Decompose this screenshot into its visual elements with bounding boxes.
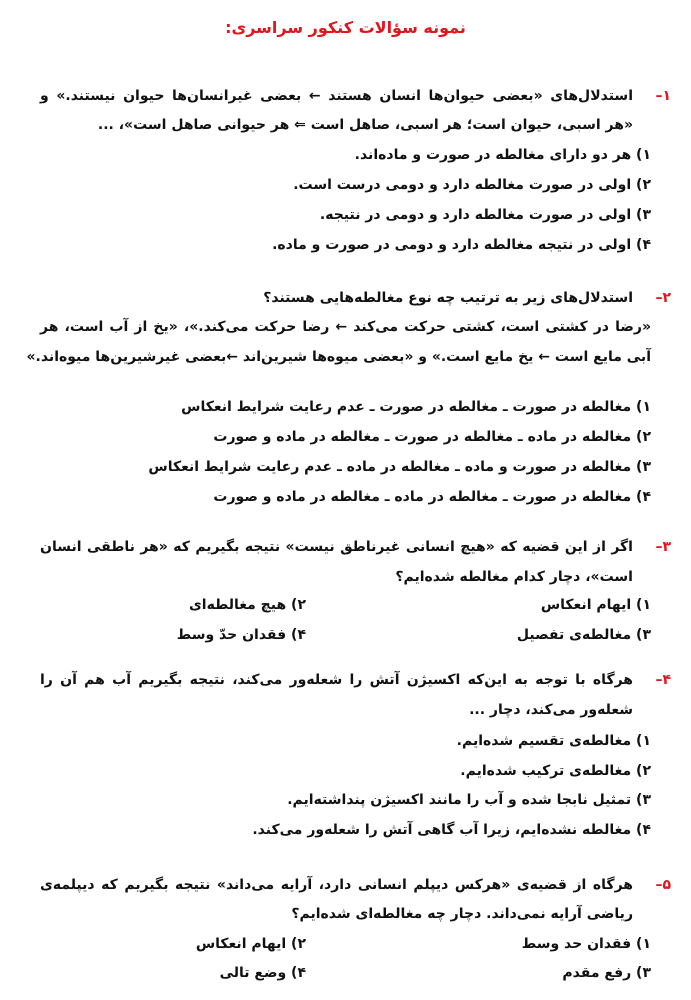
option-2: ۲) هیچ مغالطه‌ای	[188, 597, 306, 613]
question-number: ۱–	[655, 88, 671, 104]
option-4: ۴) اولی در نتیجه مغالطه دارد و دومی در صورت و ماده.	[272, 237, 651, 253]
question-number: ۴–	[655, 672, 671, 688]
option-2: ۲) مغالطه‌ی ترکیب شده‌ایم.	[460, 763, 651, 779]
option-4: ۴) فقدان حدّ وسط	[176, 627, 306, 643]
question-text: استدلال‌های زیر به ترتیب چه نوع مغالطه‌هایی هستند؟	[263, 290, 633, 306]
option-2: ۲) ایهام انعکاس	[195, 936, 306, 952]
question-text: استدلال‌های «بعضی حیوان‌ها انسان هستند ← بعضی غیرانسان‌ها حیوان نیستند.» و	[40, 88, 633, 104]
question-text: «هر اسبی، حیوان است؛ هر اسبی، صاهل است ⇐ هر حیوانی صاهل است»، ...	[97, 117, 633, 133]
question-number: ۵–	[655, 877, 671, 893]
option-1: ۱) فقدان حد وسط	[521, 936, 651, 952]
option-1: ۱) ایهام انعکاس	[540, 597, 651, 613]
question-number: ۲–	[655, 290, 671, 306]
question-text: است»، دچار کدام مغالطه شده‌ایم؟	[395, 569, 633, 585]
option-3: ۳) مغالطه در صورت و ماده ـ مغالطه در ماده ـ عدم رعایت شرایط انعکاس	[148, 459, 651, 475]
question-text: شعله‌ور می‌کند، دچار ...	[469, 702, 633, 718]
option-4: ۴) وضع تالی	[219, 965, 306, 981]
option-3: ۳) اولی در صورت مغالطه دارد و دومی در نتیجه.	[319, 207, 651, 223]
option-3: ۳) رفع مقدم	[562, 965, 651, 981]
option-3: ۳) مغالطه‌ی تفصیل	[516, 627, 651, 643]
question-number: ۳–	[655, 539, 671, 555]
option-1: ۱) مغالطه در صورت ـ مغالطه در صورت ـ عدم رعایت شرایط انعکاس	[181, 399, 651, 415]
question-text: هرگاه از قضیه‌ی «هرکس دیپلم انسانی دارد، آرایه می‌داند» نتیجه بگیریم که دیپلمه‌ی	[40, 877, 633, 893]
question-text: اگر از این قضیه که «هیچ انسانی غیرناطق نیست» نتیجه بگیریم که «هر ناطقی انسان	[40, 539, 633, 555]
question-text: هرگاه با توجه به این‌که اکسیژن آتش را شعله‌ور می‌کند، نتیجه بگیریم آب هم آن را	[40, 672, 633, 688]
option-4: ۴) مغالطه نشده‌ایم، زیرا آب گاهی آتش را شعله‌ور می‌کند.	[252, 822, 651, 838]
option-3: ۳) تمثیل نابجا شده و آب را مانند اکسیژن پنداشته‌ایم.	[287, 792, 651, 808]
question-text: «رضا در کشتی است، کشتی حرکت می‌کند ← رضا حرکت می‌کند.»، «یخ از آب است، هر	[40, 319, 651, 335]
option-2: ۲) اولی در صورت مغالطه دارد و دومی درست است.	[293, 177, 651, 193]
option-1: ۱) مغالطه‌ی تقسیم شده‌ایم.	[456, 733, 651, 749]
page-title: نمونه سؤالات کنکور سراسری:	[225, 18, 466, 37]
option-1: ۱) هر دو دارای مغالطه در صورت و ماده‌اند.	[354, 147, 651, 163]
question-text: آبی مایع است ← یخ مایع است.» و «بعضی میوه‌ها شیرین‌اند ←بعضی غیرشیرین‌ها میوه‌اند.»	[26, 349, 651, 365]
question-text: ریاضی آرایه نمی‌داند. دچار چه مغالطه‌ای شده‌ایم؟	[291, 906, 633, 922]
option-2: ۲) مغالطه در ماده ـ مغالطه در صورت ـ مغالطه در ماده و صورت	[213, 429, 651, 445]
option-4: ۴) مغالطه در صورت ـ مغالطه در ماده ـ مغالطه در ماده و صورت	[213, 489, 651, 505]
